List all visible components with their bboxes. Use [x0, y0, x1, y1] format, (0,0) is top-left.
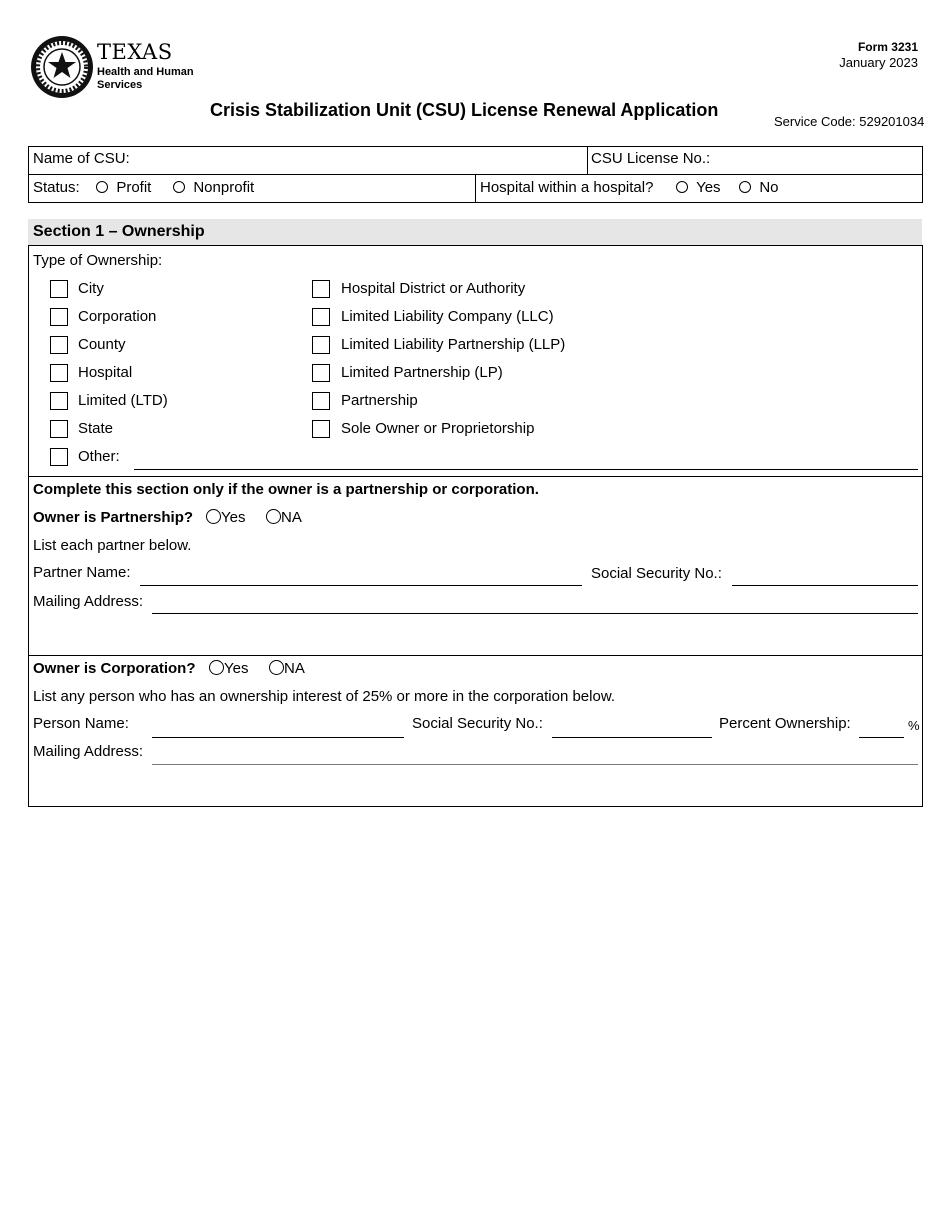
partnership-question: Owner is Partnership? — [33, 509, 194, 526]
option-llp-label: Limited Liability Partnership (LLP) — [341, 336, 566, 353]
option-city-label: City — [78, 280, 104, 297]
option-llc-label: Limited Liability Company (LLC) — [341, 308, 554, 325]
section-divider — [28, 655, 922, 656]
checkbox-county[interactable] — [50, 336, 68, 354]
col-divider — [587, 146, 588, 174]
option-limited-label: Limited (LTD) — [78, 392, 168, 409]
logo-texas-word: TEXAS — [97, 40, 173, 64]
percent-sign: % — [908, 718, 920, 733]
status-nonprofit-radio[interactable]: Nonprofit — [173, 179, 254, 197]
partner-name-label: Partner Name: — [33, 564, 131, 581]
corporation-question: Owner is Corporation? — [33, 660, 196, 677]
checkbox-hospital[interactable] — [50, 364, 68, 382]
ownership-type-label: Type of Ownership: — [33, 252, 163, 269]
option-state-label: State — [78, 420, 114, 437]
form-number: Form 3231 — [857, 40, 918, 54]
partner-mailing-label: Mailing Address: — [33, 593, 144, 610]
partner-ssn-label: Social Security No.: — [591, 565, 722, 582]
corporation-yes-radio[interactable]: Yes — [209, 660, 248, 678]
option-sole-owner-label: Sole Owner or Proprietorship — [341, 420, 535, 437]
checkbox-state[interactable] — [50, 420, 68, 438]
radio-icon — [206, 509, 221, 524]
partner-name-input[interactable] — [140, 585, 582, 586]
form-date: January 2023 — [839, 55, 918, 70]
radio-icon — [209, 660, 224, 675]
partner-mailing-input[interactable] — [152, 613, 918, 614]
partnership-list-text: List each partner below. — [33, 537, 192, 554]
partnership-instruction: Complete this section only if the owner is a partnership or corporation. — [33, 481, 539, 498]
corporation-list-text: List any person who has an ownership interest of 25% or more in the corporation below. — [33, 688, 615, 705]
person-ssn-label: Social Security No.: — [412, 715, 543, 732]
person-mailing-input[interactable] — [152, 764, 918, 765]
csu-name-field[interactable]: Name of CSU: — [33, 150, 130, 167]
radio-icon — [266, 509, 281, 524]
checkbox-limited[interactable] — [50, 392, 68, 410]
option-hospital-label: Hospital — [78, 364, 133, 381]
col-divider — [475, 174, 476, 203]
service-code: Service Code: 529201034 — [774, 114, 925, 129]
csu-license-field[interactable]: CSU License No.: — [591, 150, 711, 167]
option-other-label: Other: — [78, 448, 120, 465]
radio-icon — [739, 181, 751, 193]
checkbox-partnership[interactable] — [312, 392, 330, 410]
radio-icon — [269, 660, 284, 675]
partner-ssn-input[interactable] — [732, 585, 918, 586]
percent-ownership-input[interactable] — [859, 737, 904, 738]
hospital-within-label: Hospital within a hospital? — [480, 179, 654, 196]
texas-seal-icon — [30, 35, 94, 99]
person-ssn-input[interactable] — [552, 737, 712, 738]
checkbox-corporation[interactable] — [50, 308, 68, 326]
hhs-logo — [30, 35, 200, 101]
partnership-yes-radio[interactable]: Yes — [206, 509, 245, 527]
option-lp-label: Limited Partnership (LP) — [341, 364, 503, 381]
person-name-label: Person Name: — [33, 715, 129, 732]
checkbox-lp[interactable] — [312, 364, 330, 382]
checkbox-hospital-district[interactable] — [312, 280, 330, 298]
hospital-no-radio[interactable]: No — [739, 179, 779, 197]
checkbox-other[interactable] — [50, 448, 68, 466]
radio-icon — [173, 181, 185, 193]
option-corporation-label: Corporation — [78, 308, 157, 325]
partnership-na-radio[interactable]: NA — [266, 509, 302, 527]
status-profit-radio[interactable]: Profit — [96, 179, 151, 197]
checkbox-city[interactable] — [50, 280, 68, 298]
section-1-title: Section 1 – Ownership — [33, 223, 205, 240]
option-hospital-district-label: Hospital District or Authority — [341, 280, 526, 297]
section-divider — [28, 476, 922, 477]
option-partnership-label: Partnership — [341, 392, 418, 409]
corporation-na-radio[interactable]: NA — [269, 660, 305, 678]
percent-ownership-label: Percent Ownership: — [719, 715, 851, 732]
radio-icon — [96, 181, 108, 193]
person-mailing-label: Mailing Address: — [33, 743, 144, 760]
radio-icon — [676, 181, 688, 193]
hospital-yes-radio[interactable]: Yes — [676, 179, 721, 197]
checkbox-sole-owner[interactable] — [312, 420, 330, 438]
person-name-input[interactable] — [152, 737, 404, 738]
checkbox-llc[interactable] — [312, 308, 330, 326]
checkbox-llp[interactable] — [312, 336, 330, 354]
option-county-label: County — [78, 336, 126, 353]
page-title: Crisis Stabilization Unit (CSU) License Renewal Application — [210, 100, 719, 120]
status-label: Status: — [33, 179, 80, 196]
other-input[interactable] — [134, 469, 918, 470]
logo-subtitle: Health and Human Services — [97, 66, 194, 91]
